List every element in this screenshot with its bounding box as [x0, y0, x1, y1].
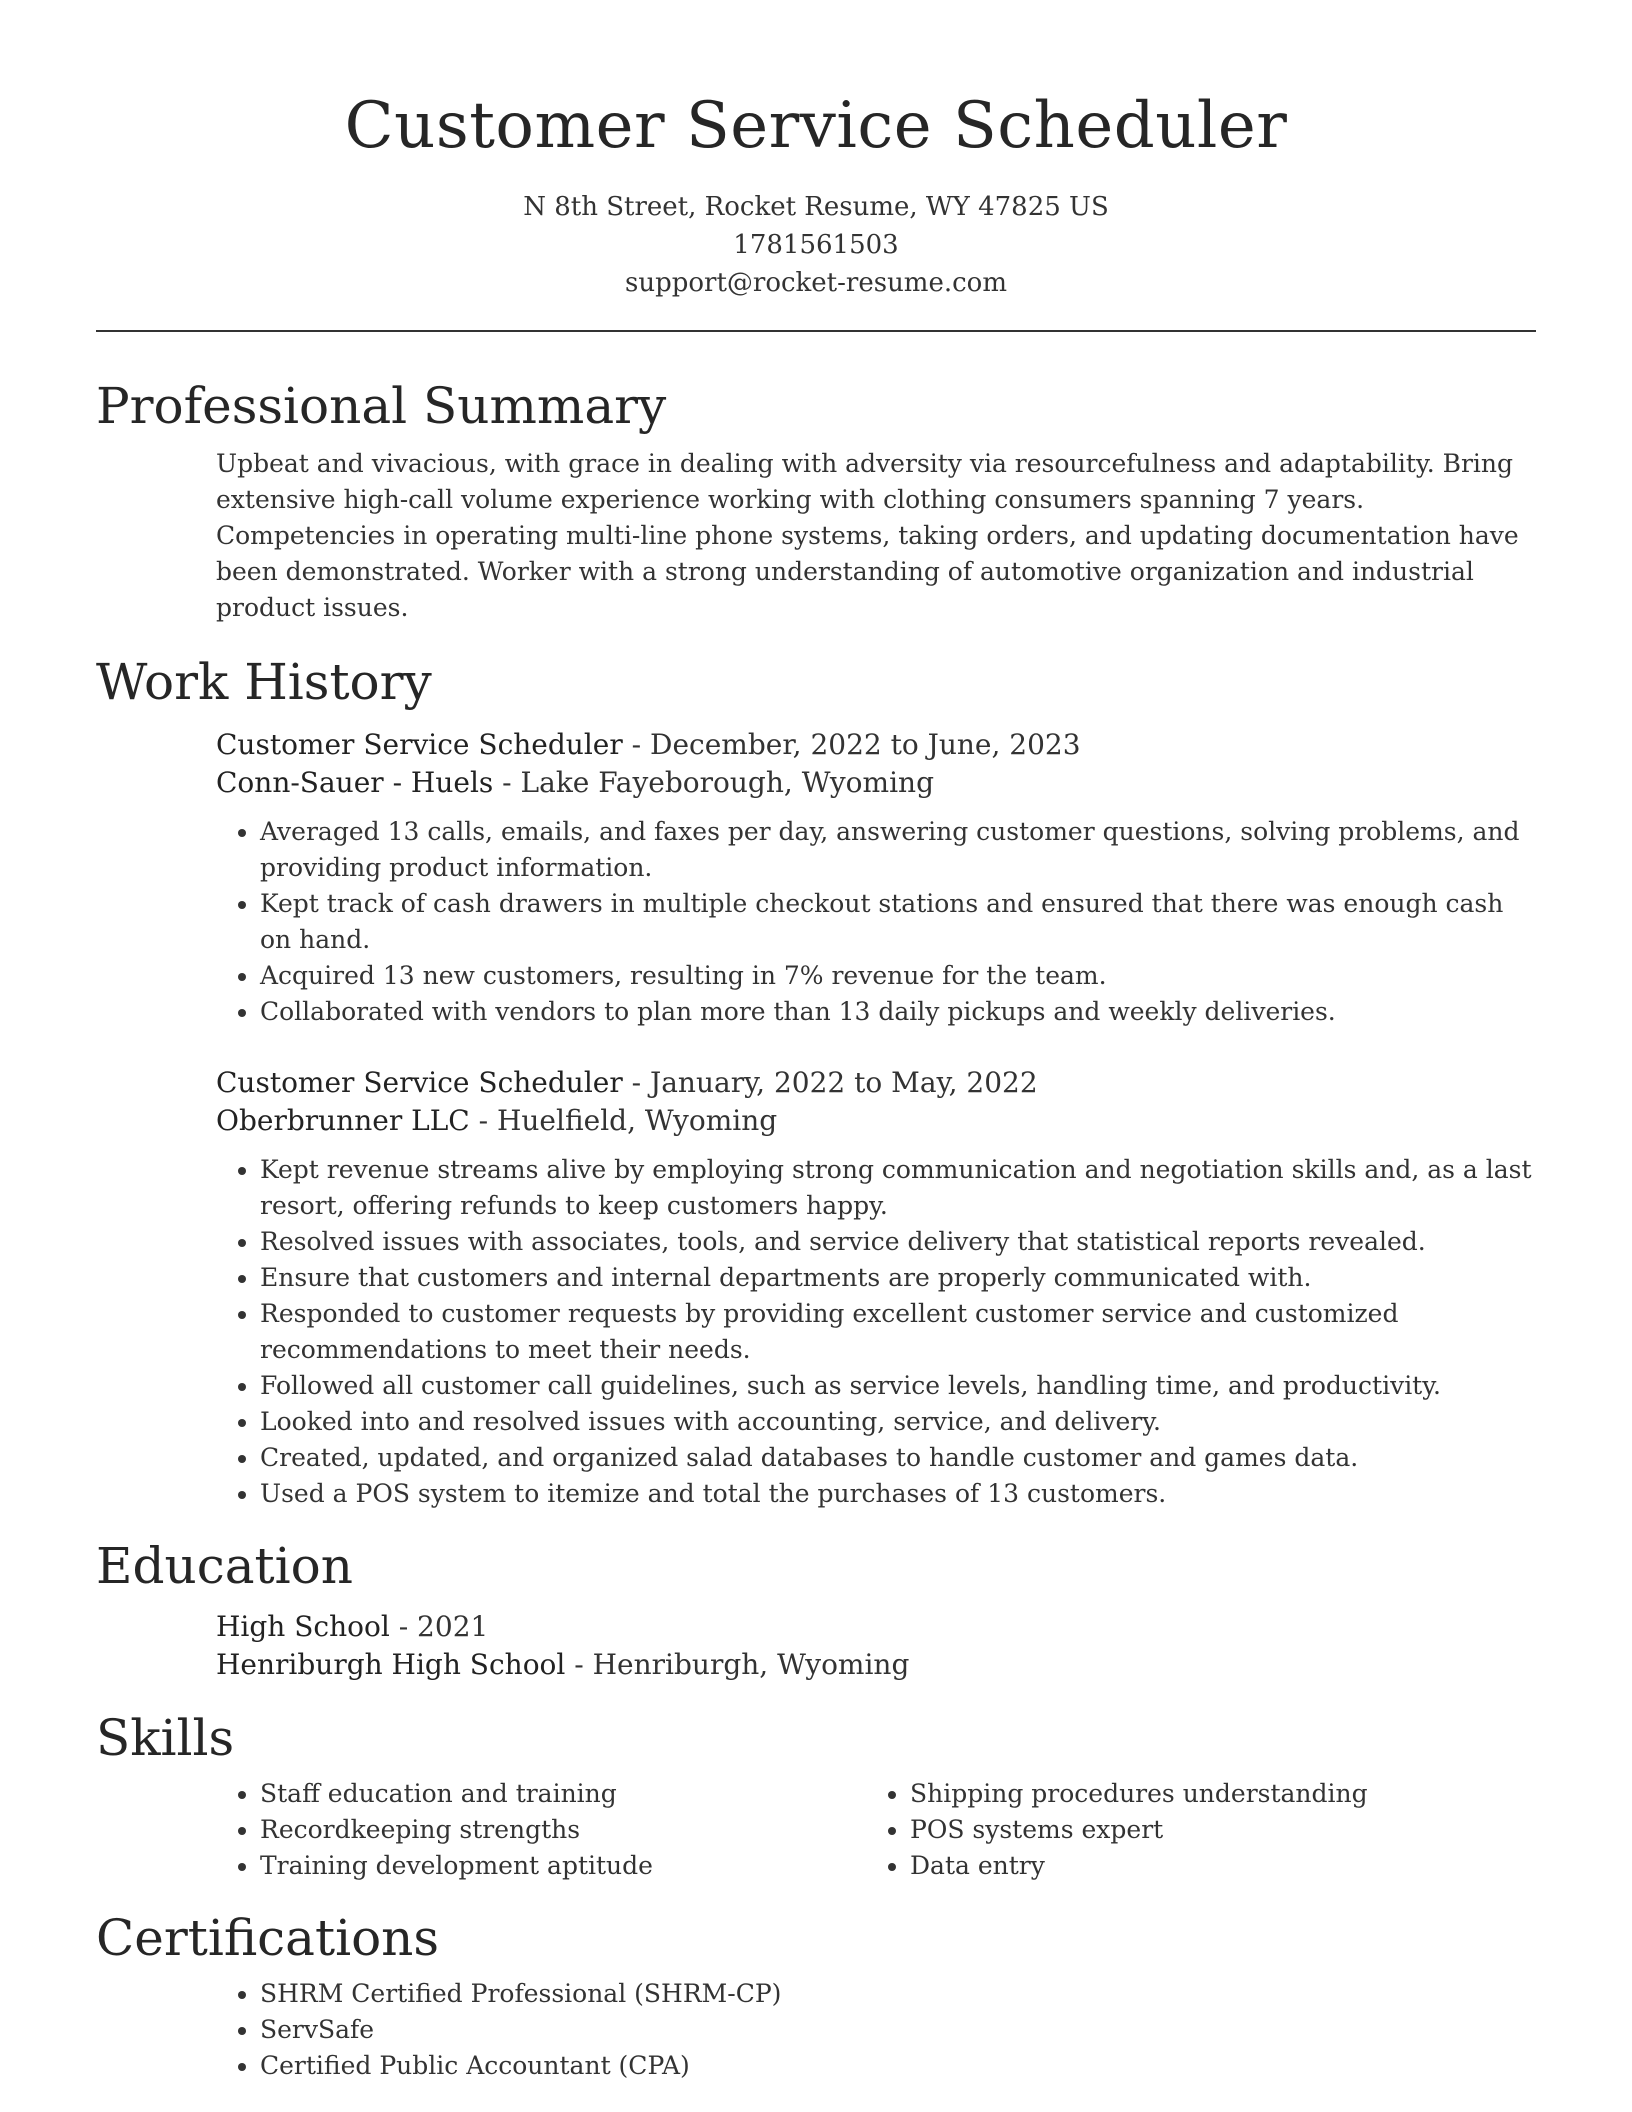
job-company: Oberbrunner LLC	[216, 1104, 470, 1137]
certifications-heading: Certifications	[96, 1909, 440, 1967]
skill-item: • Shipping procedures understanding	[910, 1776, 1516, 1812]
job-entry	[216, 726, 1536, 1030]
skill-item: • Training development aptitude	[260, 1848, 866, 1884]
skill-item: • Staff education and training	[260, 1776, 866, 1812]
list-item: • Resolved issues with associates, tools, and service delivery that statistical reports revealed.	[260, 1224, 1536, 1260]
skills-list-left	[216, 1776, 866, 1884]
job-bullets	[216, 1152, 1536, 1512]
email: support@rocket-resume.com	[624, 268, 1007, 298]
education-entry	[216, 1608, 1536, 1684]
resume-header	[96, 0, 1536, 302]
certifications-section	[96, 1906, 1536, 2084]
job-company: Conn-Sauer - Huels	[216, 766, 494, 799]
education-section	[96, 1534, 1536, 1684]
list-item: • Averaged 13 calls, emails, and faxes per day, answering customer questions, solving problems, and providing product information.	[260, 814, 1536, 886]
skill-item: • POS systems expert	[910, 1812, 1516, 1848]
job-entry	[216, 1064, 1536, 1512]
job-role: Customer Service Scheduler	[216, 1066, 623, 1099]
list-item: • Followed all customer call guidelines, such as service levels, handling time, and productivity.	[260, 1368, 1536, 1404]
education-degree-line	[216, 1608, 1536, 1646]
certifications-body	[216, 1976, 1536, 2084]
certification-item: • ServSafe	[260, 2012, 1536, 2048]
job-title-line	[216, 726, 1536, 764]
list-item: • Created, updated, and organized salad databases to handle customer and games data.	[260, 1440, 1536, 1476]
job-dates: - January, 2022 to May, 2022	[622, 1066, 1038, 1099]
candidate-name: Customer Service Scheduler	[344, 89, 1288, 163]
education-school-line	[216, 1646, 1536, 1684]
list-item: • Used a POS system to itemize and total the purchases of 13 customers.	[260, 1476, 1536, 1512]
list-item: • Ensure that customers and internal departments are properly communicated with.	[260, 1260, 1536, 1296]
skills-section	[96, 1706, 1536, 1884]
resume-page	[96, 0, 1536, 2084]
header-divider	[96, 330, 1536, 332]
education-year: - 2021	[389, 1610, 489, 1643]
job-location: - Lake Fayeborough, Wyoming	[493, 766, 934, 799]
list-item: • Kept revenue streams alive by employing strong communication and negotiation skills and, as a last resort, offering refunds to keep customers happy.	[260, 1152, 1536, 1224]
summary-text: Upbeat and vivacious, with grace in dealing with adversity via resourcefulness and adaptability. Bring extensive high-call volume experience working with clothing consumers spanning 7 years. Competencies in operating multi-line phone systems, taking orders, and updating documentation have been demonstrated. Worker with a strong understanding of automotive organization and industrial product issues.	[216, 449, 1519, 622]
skill-item: • Data entry	[910, 1848, 1516, 1884]
summary-section	[96, 374, 1536, 626]
education-heading: Education	[96, 1537, 353, 1595]
list-item: • Looked into and resolved issues with accounting, service, and delivery.	[260, 1404, 1536, 1440]
job-company-line	[216, 764, 1536, 802]
education-school: Henriburgh High School	[216, 1648, 566, 1681]
skills-heading: Skills	[96, 1709, 235, 1767]
work-history-section	[96, 650, 1536, 1512]
job-bullets	[216, 814, 1536, 1030]
skills-grid	[216, 1776, 1536, 1884]
education-degree: High School	[216, 1610, 390, 1643]
work-history-heading: Work History	[96, 653, 432, 711]
phone: 1781561503	[733, 230, 899, 260]
address: N 8th Street, Rocket Resume, WY 47825 US	[523, 192, 1109, 222]
job-company-line	[216, 1102, 1536, 1140]
summary-heading: Professional Summary	[96, 377, 667, 435]
skill-item: • Recordkeeping strengths	[260, 1812, 866, 1848]
skills-column-left	[216, 1776, 866, 1884]
certification-item: • Certified Public Accountant (CPA)	[260, 2048, 1536, 2084]
job-role: Customer Service Scheduler	[216, 728, 623, 761]
job-dates: - December, 2022 to June, 2023	[622, 728, 1081, 761]
certification-item: • SHRM Certified Professional (SHRM-CP)	[260, 1976, 1536, 2012]
skills-column-right	[866, 1776, 1516, 1884]
certifications-list	[216, 1976, 1536, 2084]
list-item: • Acquired 13 new customers, resulting in 7% revenue for the team.	[260, 958, 1536, 994]
list-item: • Kept track of cash drawers in multiple checkout stations and ensured that there was enough cash on hand.	[260, 886, 1536, 958]
contact-info	[96, 188, 1536, 302]
list-item: • Collaborated with vendors to plan more than 13 daily pickups and weekly deliveries.	[260, 994, 1536, 1030]
list-item: • Responded to customer requests by providing excellent customer service and customized recommendations to meet their needs.	[260, 1296, 1536, 1368]
job-location: - Huelfield, Wyoming	[469, 1104, 778, 1137]
job-title-line	[216, 1064, 1536, 1102]
skills-list-right	[866, 1776, 1516, 1884]
education-location: - Henriburgh, Wyoming	[565, 1648, 910, 1681]
